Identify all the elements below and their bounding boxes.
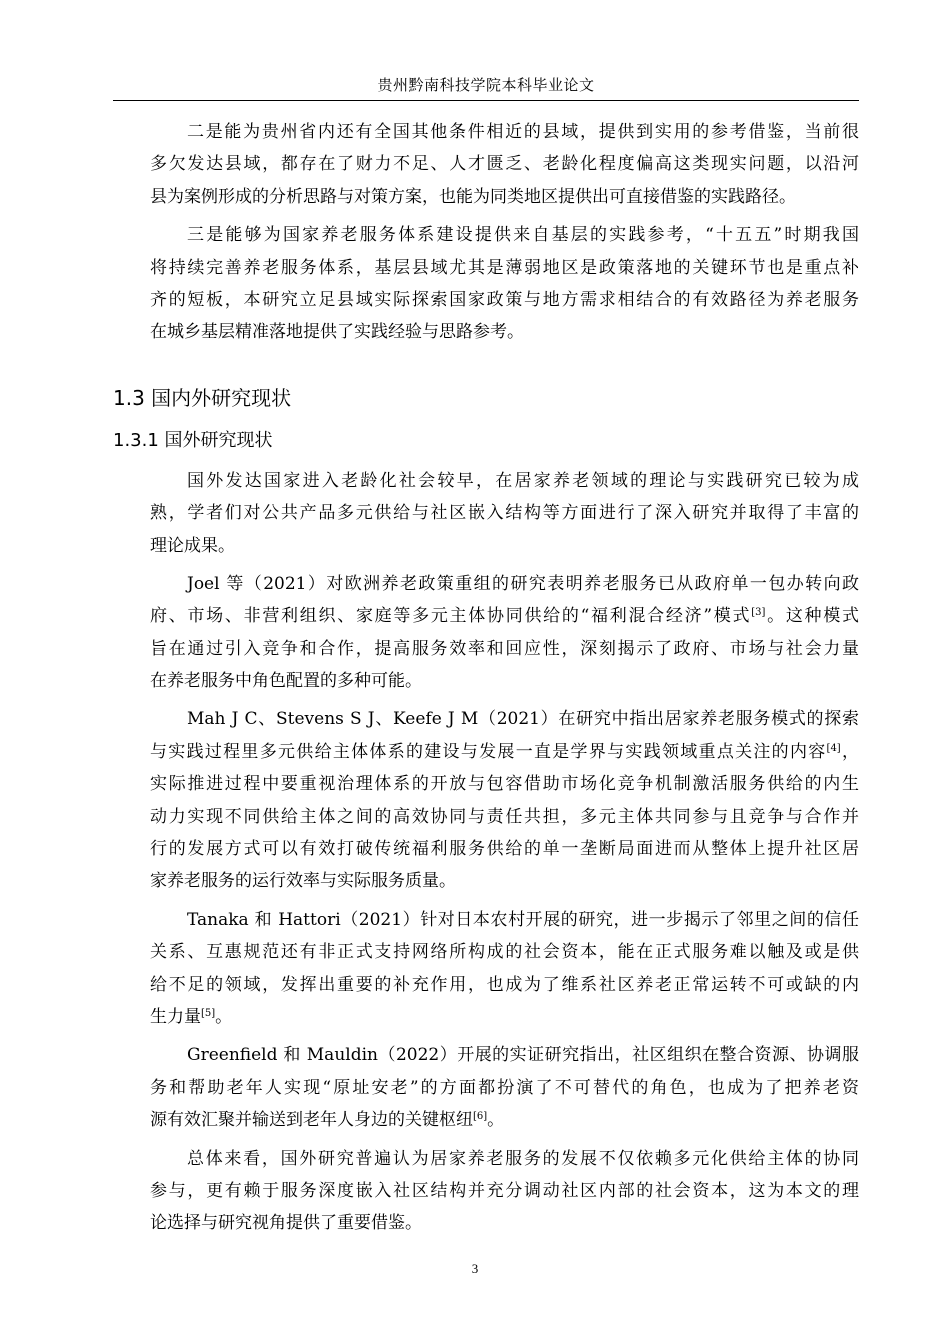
text-line: 理论成果。	[150, 535, 235, 556]
paragraph	[113, 904, 859, 1034]
text-line: 动力实现不同供给主体之间的高效协同与责任共担，多元主体共同参与且竞争与合作并	[150, 806, 859, 827]
text-line: 在养老服务中角色配置的多种可能。	[150, 671, 422, 692]
paragraph	[113, 568, 859, 698]
text-line-part: 府、市场、非营利组织、家庭等多元主体协同供给的“福利混合经济”模式	[150, 606, 752, 627]
text-line: 给不足的领域，发挥出重要的补充作用，也成为了维系社区养老正常运转不可或缺的内	[150, 974, 859, 995]
text-line: 旨在通过引入竞争和合作，提高服务效率和回应性，深刻揭示了政府、市场与社会力量	[150, 638, 859, 659]
citation-marker: [3]	[751, 607, 766, 619]
text-line	[113, 1001, 859, 1033]
text-line: 县为案例形成的分析思路与对策方案，也能为同类地区提供出可直接借鉴的实践路径。	[150, 186, 796, 207]
text-line: 将持续完善养老服务体系，基层县域尤其是薄弱地区是政策落地的关键环节也是重点补	[150, 257, 859, 278]
text-line: 实际推进过程中要重视治理体系的开放与包容借助市场化竞争机制激活服务供给的内生	[150, 774, 859, 795]
document-body	[113, 116, 859, 1246]
text-line: 务和帮助老年人实现“原址安老”的方面都扮演了不可替代的角色，也成为了把养老资	[150, 1077, 859, 1098]
text-line: 齐的短板，本研究立足县域实际探索国家政策与地方需求相结合的有效路径为养老服务	[150, 289, 859, 310]
text-line: 行的发展方式可以有效打破传统福利服务供给的单一垄断局面进而从整体上提升社区居	[150, 839, 859, 860]
paragraph	[113, 1143, 859, 1240]
text-line: 多欠发达县域，都存在了财力不足、人才匮乏、老龄化程度偏高这类现实问题，以沿河	[150, 154, 859, 175]
citation-marker: [4]	[826, 742, 841, 754]
paragraph	[113, 703, 859, 897]
text-line: Joel 等（2021）对欧洲养老政策重组的研究表明养老服务已从政府单一包办转向政	[187, 573, 859, 594]
text-line: 三是能够为国家养老服务体系建设提供来自基层的实践参考，“十五五”时期我国	[187, 225, 859, 246]
text-line-part: 。这种模式	[765, 606, 859, 627]
text-line	[113, 600, 859, 632]
page-header: 贵州黔南科技学院本科毕业论文	[377, 76, 595, 94]
page-number: 3	[471, 1261, 479, 1276]
text-line-part: 。	[487, 1110, 505, 1131]
citation-marker: [6]	[473, 1111, 488, 1123]
text-line: Tanaka 和 Hattori（2021）针对日本农村开展的研究，进一步揭示了邻里之间的信任	[187, 909, 859, 930]
text-line	[113, 736, 859, 768]
citation-marker: [5]	[201, 1007, 216, 1019]
text-line: 二是能为贵州省内还有全国其他条件相近的县域，提供到实用的参考借鉴，当前很	[187, 122, 859, 142]
text-line: 家养老服务的运行效率与实际服务质量。	[150, 871, 456, 892]
text-line-part: ，	[840, 741, 859, 762]
text-line: 国外发达国家进入老龄化社会较早，在居家养老领域的理论与实践研究已较为成	[187, 470, 859, 491]
text-line: Mah J C、Stevens S J、Keefe J M（2021）在研究中指出居家养老服务模式的探索	[187, 709, 859, 730]
text-line	[113, 1104, 859, 1136]
paragraph	[113, 219, 859, 349]
header-rule	[113, 100, 859, 101]
text-line: Greenfield 和 Mauldin（2022）开展的实证研究指出，社区组织在整合资源、协调服	[187, 1045, 859, 1066]
text-line: 论选择与研究视角提供了重要借鉴。	[150, 1213, 422, 1234]
text-line-part: 生力量	[150, 1006, 201, 1027]
text-line: 关系、互惠规范还有非正式支持网络所构成的社会资本，能在正式服务难以触及或是供	[150, 942, 859, 963]
paragraph	[113, 116, 859, 213]
text-line: 在城乡基层精准落地提供了实践经验与思路参考。	[150, 322, 524, 343]
subsection-heading: 1.3.1 国外研究现状	[113, 429, 273, 451]
paragraph	[113, 1039, 859, 1136]
paragraph	[113, 465, 859, 562]
section-heading: 1.3 国内外研究现状	[113, 385, 292, 410]
text-line-part: 源有效汇聚并输送到老年人身边的关键枢纽	[150, 1110, 473, 1131]
text-line: 总体来看，国外研究普遍认为居家养老服务的发展不仅依赖多元化供给主体的协同	[187, 1148, 859, 1169]
text-line-part: 与实践过程里多元供给主体体系的建设与发展一直是学界与实践领域重点关注的内容	[150, 741, 827, 762]
text-line: 熟，学者们对公共产品多元供给与社区嵌入结构等方面进行了深入研究并取得了丰富的	[150, 503, 859, 524]
text-line: 参与，更有赖于服务深度嵌入社区结构并充分调动社区内部的社会资本，这为本文的理	[150, 1180, 859, 1201]
text-line-part: 。	[215, 1006, 233, 1027]
